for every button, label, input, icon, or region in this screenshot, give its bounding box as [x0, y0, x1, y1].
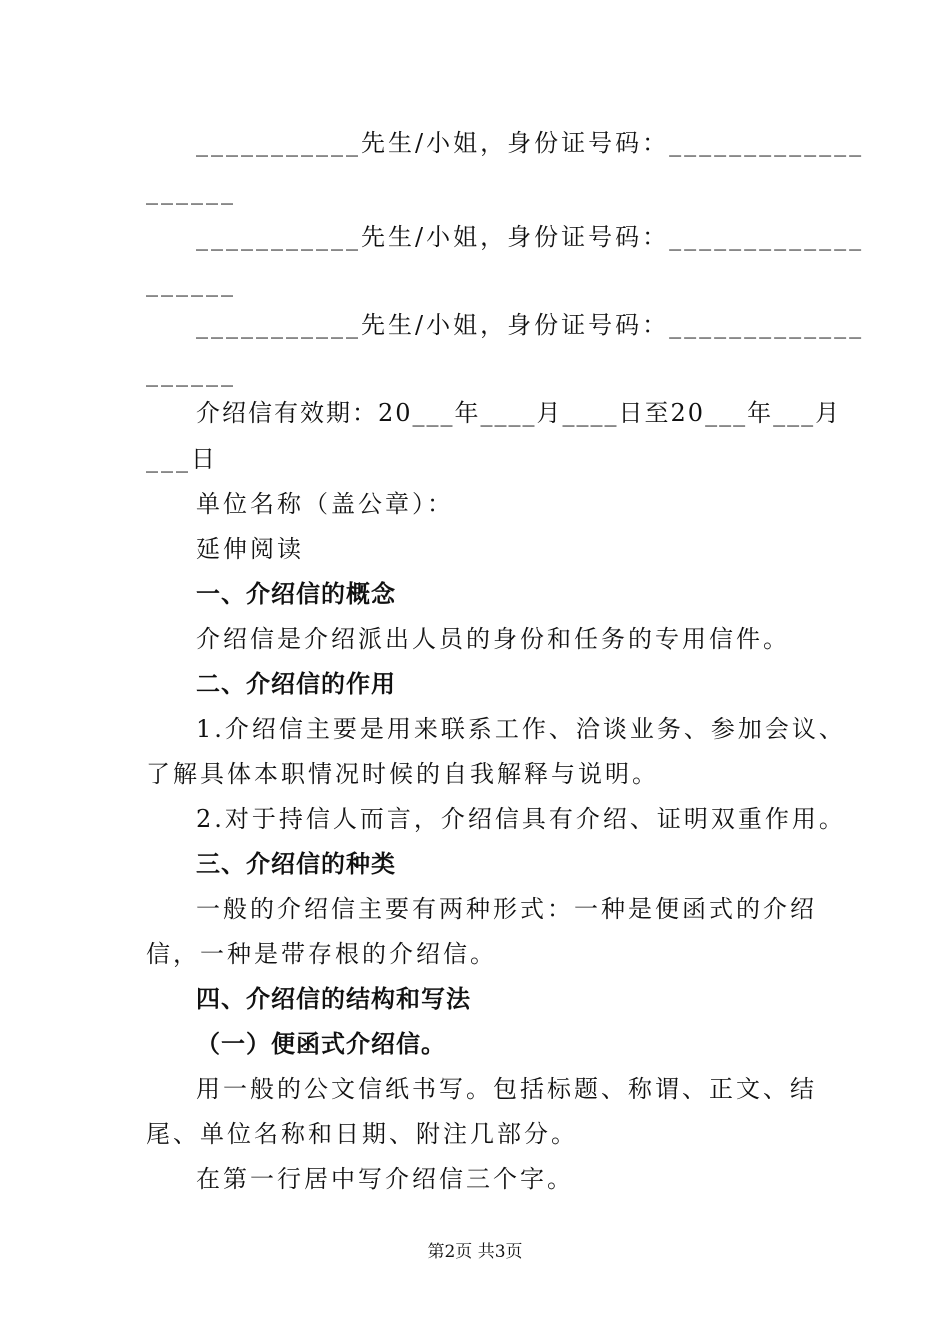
section-1-title: 一、介绍信的概念 [196, 580, 396, 608]
id-blank: _____________ [669, 223, 865, 251]
person-row-2-continuation: ______ [146, 269, 236, 297]
section-4-title: 四、介绍信的结构和写法 [196, 985, 471, 1013]
validity-period-continuation: ___日 [146, 445, 218, 473]
extended-reading-heading: 延伸阅读 [196, 535, 304, 563]
id-blank: _____________ [669, 311, 865, 339]
id-blank: _____________ [669, 129, 865, 157]
section-2-paragraph-1-continuation: 了解具体本职情况时候的自我解释与说明。 [146, 760, 659, 788]
person-label: 先生/小姐，身份证号码： [361, 223, 670, 251]
person-label: 先生/小姐，身份证号码： [361, 129, 670, 157]
section-4-paragraph-1: 用一般的公文信纸书写。包括标题、称谓、正文、结 [196, 1075, 817, 1103]
section-2-paragraph-1: 1.介绍信主要是用来联系工作、洽谈业务、参加会议、 [196, 715, 846, 743]
section-2-paragraph-2: 2.对于持信人而言，介绍信具有介绍、证明双重作用。 [196, 805, 846, 833]
section-4-paragraph-2: 在第一行居中写介绍信三个字。 [196, 1165, 574, 1193]
person-row-2 [196, 222, 864, 252]
name-blank: ___________ [196, 311, 361, 339]
person-row-1 [196, 128, 864, 158]
validity-period: 介绍信有效期：20___年____月____日至20___年___月 [196, 399, 842, 427]
section-2-title: 二、介绍信的作用 [196, 670, 396, 698]
name-blank: ___________ [196, 129, 361, 157]
section-1-text: 介绍信是介绍派出人员的身份和任务的专用信件。 [196, 625, 790, 653]
person-row-3-continuation: ______ [146, 359, 236, 387]
section-4-paragraph-1-continuation: 尾、单位名称和日期、附注几部分。 [146, 1120, 578, 1148]
section-3-title: 三、介绍信的种类 [196, 850, 396, 878]
section-3-paragraph: 一般的介绍信主要有两种形式：一种是便函式的介绍 [196, 895, 817, 923]
section-4-subtitle-1: （一）便函式介绍信。 [196, 1030, 446, 1058]
person-row-1-continuation: ______ [146, 177, 236, 205]
page-number-footer: 第2页 共3页 [427, 1242, 523, 1262]
unit-name-line: 单位名称（盖公章）： [196, 490, 454, 518]
person-row-3 [196, 310, 864, 340]
person-label: 先生/小姐，身份证号码： [361, 311, 670, 339]
section-3-paragraph-continuation: 信，一种是带存根的介绍信。 [146, 940, 497, 968]
name-blank: ___________ [196, 223, 361, 251]
